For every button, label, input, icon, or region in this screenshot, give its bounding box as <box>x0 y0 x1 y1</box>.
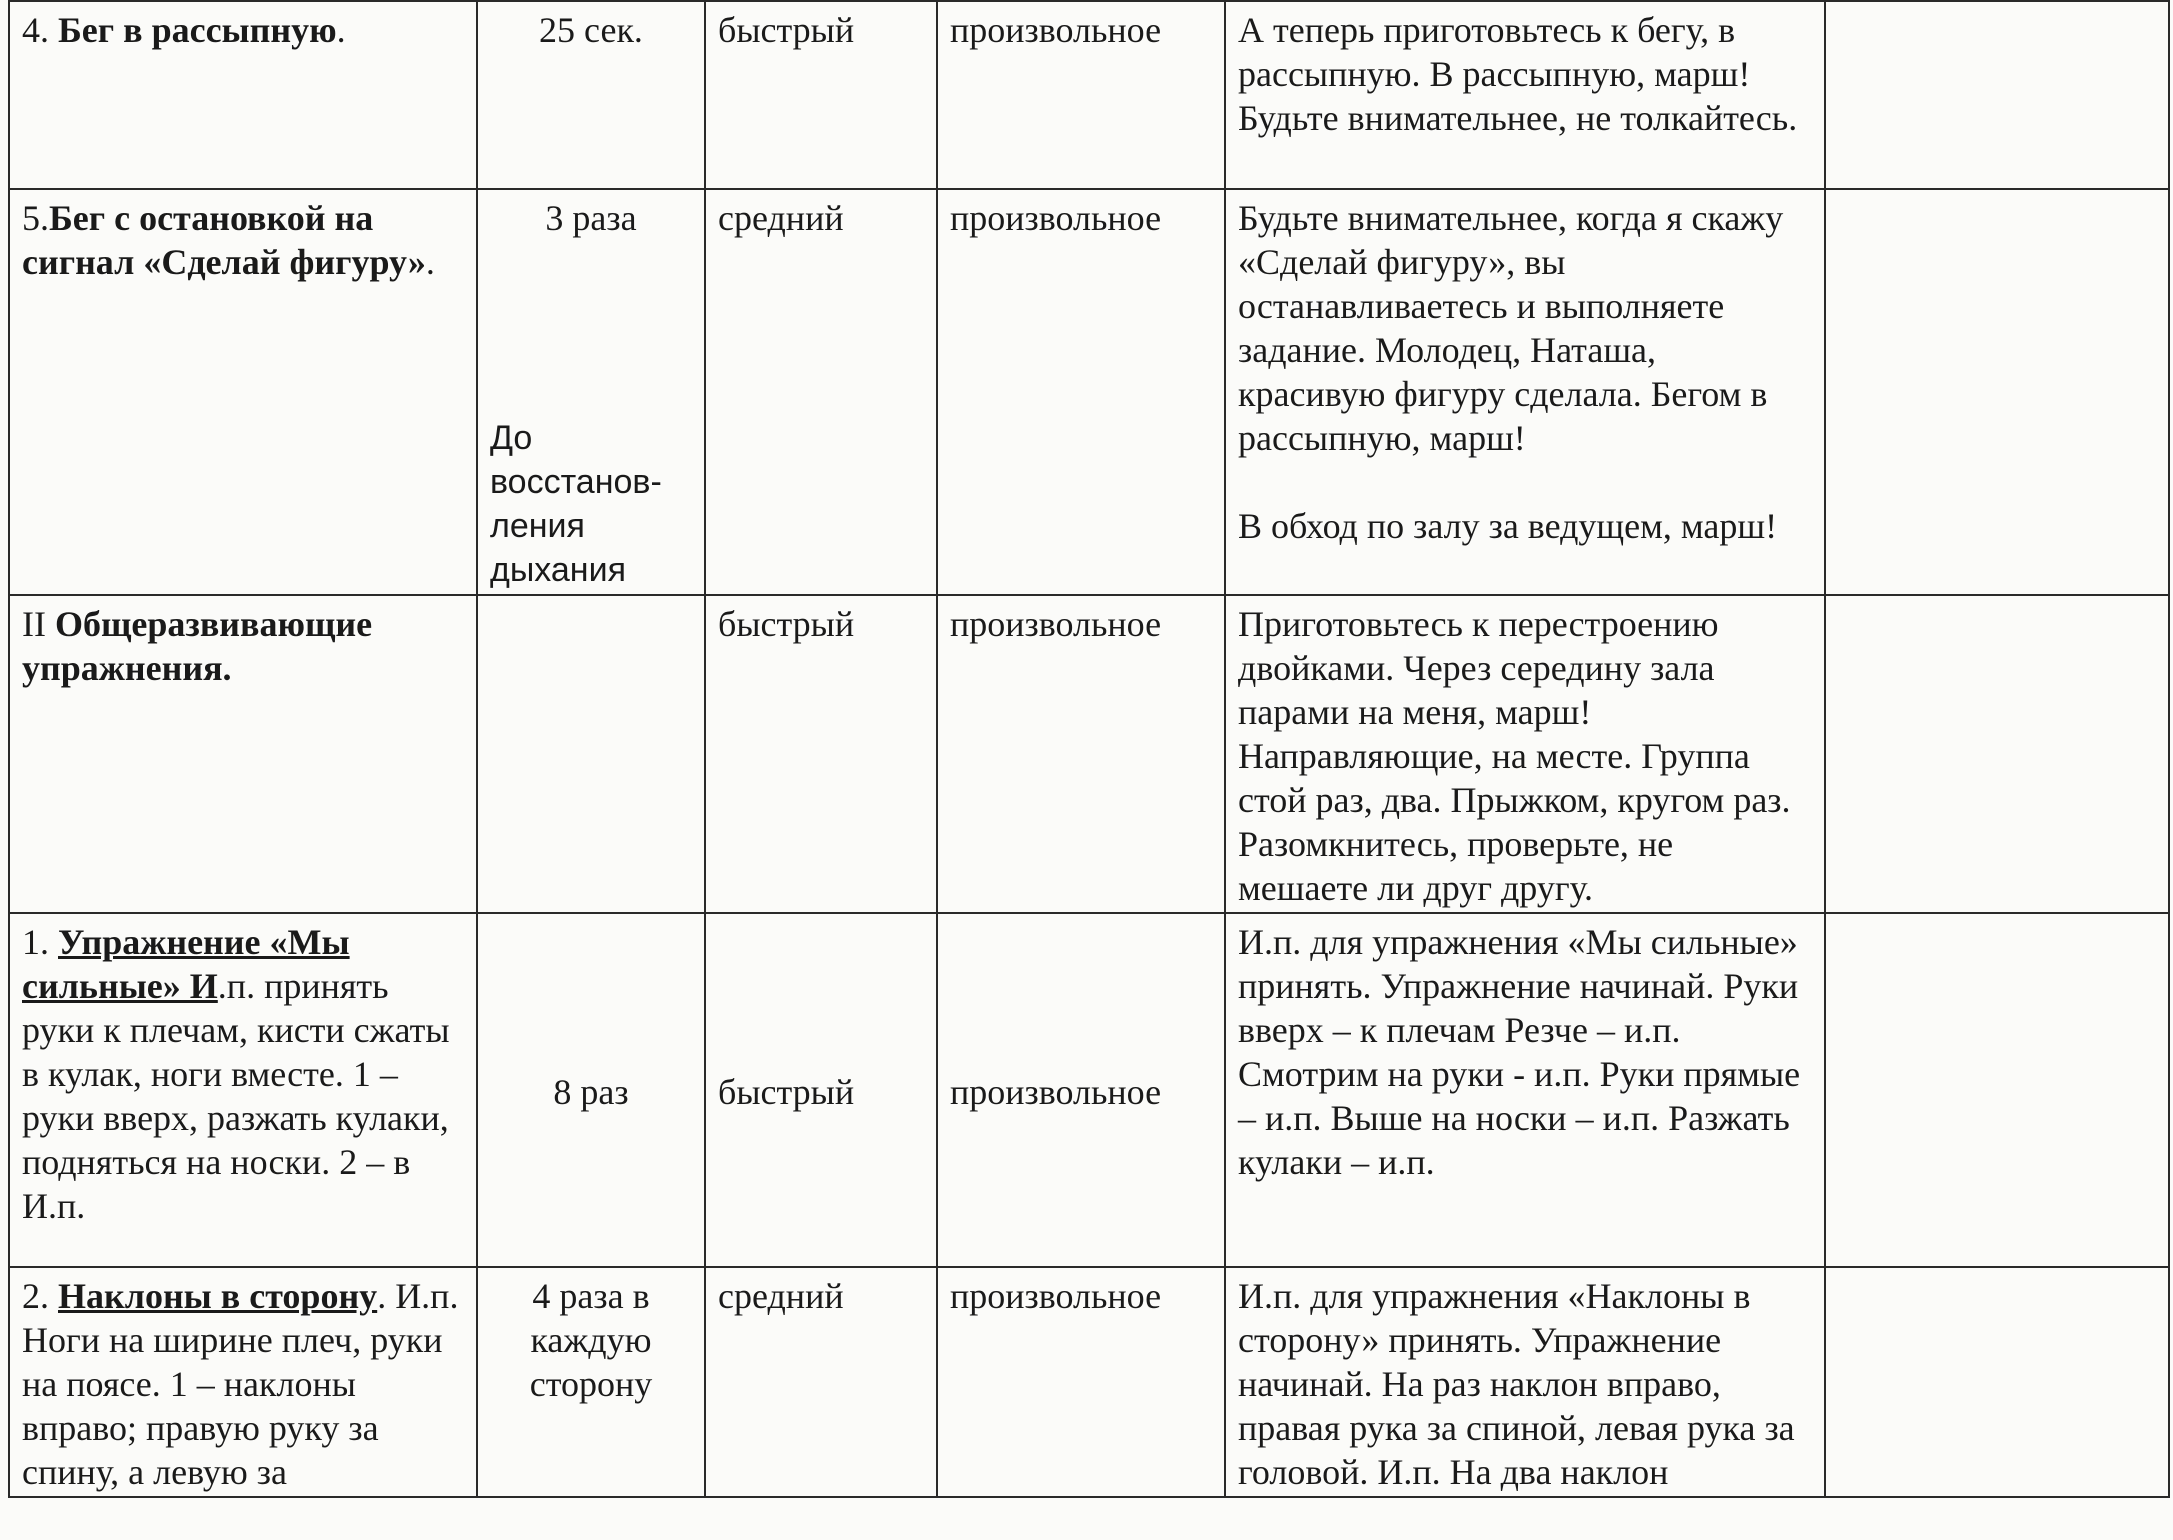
dosage-extra: До восстанов-ления дыхания <box>490 419 662 589</box>
exercise-tail: . <box>336 10 346 50</box>
dosage-text: 4 раза в каждую сторону <box>529 1276 653 1404</box>
tempo-text: средний <box>718 1276 844 1316</box>
tempo-text: быстрый <box>718 604 855 644</box>
notes-cell <box>1825 913 2169 1267</box>
exercise-number: 5. <box>22 198 49 238</box>
breathing-cell <box>937 1 1225 189</box>
tempo-cell <box>705 595 937 913</box>
table-row <box>9 913 2169 1267</box>
dosage-cell <box>477 1267 705 1497</box>
instructions-text: А теперь приготовьтесь к бегу, в рассыпную. В рассыпную, марш! Будьте внимательнее, не толкайтесь. <box>1238 10 1798 138</box>
dosage-cell <box>477 1 705 189</box>
exercise-title: Упражнение «Мы сильные» И <box>22 922 350 1006</box>
breathing-cell <box>937 1267 1225 1497</box>
tempo-cell <box>705 1 937 189</box>
instructions-cell <box>1225 595 1825 913</box>
instructions-cell <box>1225 913 1825 1267</box>
exercise-tail: .п. принять руки к плечам, кисти сжаты в кулак, ноги вместе. 1 – руки вверх, разжать кулаки, подняться на носки. 2 – в И.п. <box>22 966 450 1226</box>
notes-cell <box>1825 1 2169 189</box>
table-row <box>9 189 2169 595</box>
exercise-cell <box>9 189 477 595</box>
instructions-text: Приготовьтесь к перестроению двойками. Через середину зала парами на меня, марш! Направляющие, на месте. Группа стой раз, два. Прыжком, кругом раз. Разомкнитесь, проверьте, не мешаете ли друг другу. <box>1238 604 1791 908</box>
breathing-text: произвольное <box>950 1072 1162 1112</box>
table-row <box>9 595 2169 913</box>
tempo-text: быстрый <box>718 1072 855 1112</box>
exercise-number: 2. <box>22 1276 58 1316</box>
exercise-table <box>8 0 2170 1498</box>
breathing-cell <box>937 913 1225 1267</box>
instructions-cell <box>1225 189 1825 595</box>
exercise-title: Бег в рассыпную <box>58 10 337 50</box>
breathing-cell <box>937 595 1225 913</box>
exercise-number: 4. <box>22 10 58 50</box>
tempo-cell <box>705 913 937 1267</box>
dosage-text: 3 раза <box>545 198 637 238</box>
exercise-title: Наклоны в сторону <box>58 1276 378 1316</box>
tempo-cell <box>705 1267 937 1497</box>
exercise-title: Бег с остановкой на сигнал «Сделай фигуру» <box>22 198 426 282</box>
breathing-text: произвольное <box>950 604 1162 644</box>
exercise-cell <box>9 913 477 1267</box>
exercise-tail: . <box>425 242 435 282</box>
tempo-text: средний <box>718 198 844 238</box>
notes-cell <box>1825 1267 2169 1497</box>
section-prefix: II <box>22 604 55 644</box>
dosage-cell <box>477 189 705 595</box>
tempo-cell <box>705 189 937 595</box>
dosage-cell <box>477 595 705 913</box>
exercise-number: 1. <box>22 922 58 962</box>
section-cell <box>9 595 477 913</box>
instructions-text: И.п. для упражнения «Наклоны в сторону» принять. Упражнение начинай. На раз наклон вправо, правая рука за спиной, левая рука за головой. И.п. На два наклон <box>1238 1276 1795 1492</box>
breathing-text: произвольное <box>950 198 1162 238</box>
instructions-text: Будьте внимательнее, когда я скажу «Сделай фигуру», вы останавливаетесь и выполняете задание. Молодец, Наташа, красивую фигуру сделала. Бегом в рассыпную, марш! <box>1238 198 1784 458</box>
dosage-text: 25 сек. <box>539 10 643 50</box>
exercise-cell <box>9 1267 477 1497</box>
dosage-text: 8 раз <box>553 1072 629 1112</box>
exercise-tail: . И.п. Ноги на ширине плеч, руки на поясе. 1 – наклоны вправо; правую руку за спину, а левую за <box>22 1276 459 1492</box>
instructions-cell <box>1225 1 1825 189</box>
instructions-cell <box>1225 1267 1825 1497</box>
section-title: Общеразвивающие упражнения. <box>22 604 373 688</box>
notes-cell <box>1825 595 2169 913</box>
exercise-cell <box>9 1 477 189</box>
breathing-text: произвольное <box>950 10 1162 50</box>
notes-cell <box>1825 189 2169 595</box>
dosage-cell <box>477 913 705 1267</box>
breathing-text: произвольное <box>950 1276 1162 1316</box>
tempo-text: быстрый <box>718 10 855 50</box>
instructions-extra: В обход по залу за ведущем, марш! <box>1238 506 1778 546</box>
table-row <box>9 1267 2169 1497</box>
instructions-text: И.п. для упражнения «Мы сильные» принять. Упражнение начинай. Руки вверх – к плечам Резче – и.п. Смотрим на руки - и.п. Руки прямые – и.п. Выше на носки – и.п. Разжать кулаки – и.п. <box>1238 922 1801 1182</box>
breathing-cell <box>937 189 1225 595</box>
table-row <box>9 1 2169 189</box>
